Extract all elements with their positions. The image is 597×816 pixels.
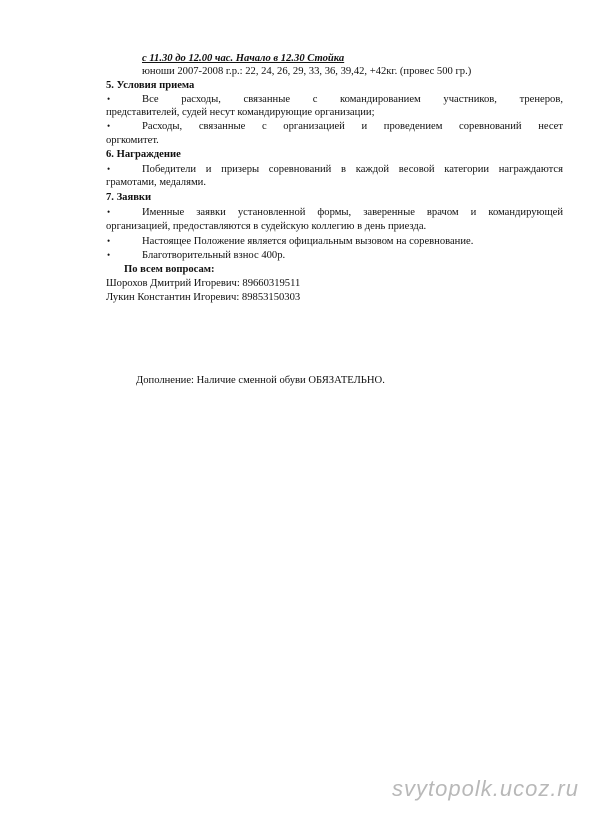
contacts-title: По всем вопросам: (124, 264, 215, 275)
schedule-time-line: с 11.30 до 12.00 час. Начало в 12.30 Стойка (142, 53, 345, 64)
shoes-note: Дополнение: Наличие сменной обуви ОБЯЗАТЕЛЬНО. (136, 375, 385, 386)
bullet-icon: • (107, 207, 111, 217)
schedule-weights-line: юноши 2007-2008 г.р.: 22, 24, 26, 29, 33, 36, 39,42, +42кг. (провес 500 гр.) (142, 66, 472, 77)
section7-bullet2: Настоящее Положение является официальным вызовом на соревнование. (142, 236, 474, 247)
section7-bullet1-line1: Именные заявки установленной формы, заверенные врачом и командирующей (142, 207, 563, 218)
section7-bullet3: Благотворительный взнос 400р. (142, 250, 286, 261)
contact-2: Лукин Константин Игоревич: 89853150303 (106, 292, 301, 303)
section5-bullet2-line2: оргкомитет. (106, 135, 159, 146)
section7-title: 7. Заявки (106, 192, 152, 203)
section5-title: 5. Условия приема (106, 80, 195, 91)
bullet-icon: • (107, 164, 111, 174)
section6-title: 6. Награждение (106, 149, 181, 160)
bullet-icon: • (107, 94, 111, 104)
bullet-icon: • (107, 236, 111, 246)
section5-bullet1-line2: представителей, судей несут командирующие организации; (106, 107, 375, 118)
section5-bullet1-line1: Все расходы, связанные с командированием участников, тренеров, (142, 94, 563, 105)
section6-bullet1-line1: Победители и призеры соревнований в каждой весовой категории награждаются (142, 164, 563, 175)
contact-1: Шорохов Дмитрий Игоревич: 89660319511 (106, 278, 301, 289)
bullet-icon: • (107, 250, 111, 260)
bullet-icon: • (107, 121, 111, 131)
section7-bullet1-line2: организацией, предоставляются в судейскую коллегию в день приезда. (106, 221, 427, 232)
section6-bullet1-line2: грамотами, медалями. (106, 177, 206, 188)
section5-bullet2-line1: Расходы, связанные с организацией и проведением соревнований несет (142, 121, 563, 132)
watermark: svytopolk.ucoz.ru (392, 776, 579, 801)
